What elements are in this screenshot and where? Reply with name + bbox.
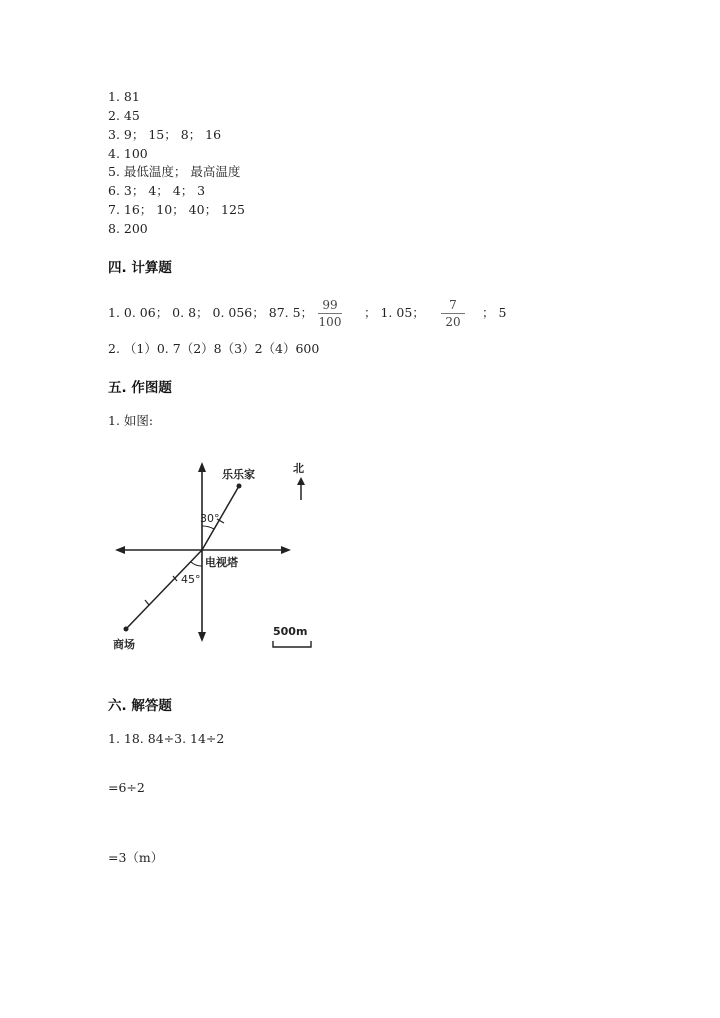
home-label: 乐乐家 bbox=[222, 468, 255, 481]
angle-arc-45 bbox=[191, 562, 202, 566]
answer-line-8: 8. 200 bbox=[108, 221, 148, 236]
section-6-heading: 六. 解答题 bbox=[108, 698, 172, 714]
answer-line-1: 1. 81 bbox=[108, 89, 140, 104]
section-5-heading: 五. 作图题 bbox=[108, 380, 172, 396]
scale-bar bbox=[273, 641, 311, 647]
fraction-7-20 bbox=[441, 298, 465, 329]
fraction-bar bbox=[318, 313, 342, 314]
calc-q1-suffix: ； 5 bbox=[482, 305, 507, 320]
calc-q1-mid: ； 1. 05； bbox=[364, 305, 425, 320]
answer-line-7: 7. 16； 10； 40； 125 bbox=[108, 202, 245, 217]
line-to-mall bbox=[126, 550, 202, 629]
north-label: 北 bbox=[293, 462, 304, 475]
section-4-heading: 四. 计算题 bbox=[108, 260, 172, 276]
west-arrow-icon bbox=[115, 546, 125, 554]
fraction-bar bbox=[441, 313, 465, 314]
fraction-denominator: 100 bbox=[318, 315, 342, 329]
east-arrow-icon bbox=[281, 546, 291, 554]
fraction-numerator: 99 bbox=[322, 298, 338, 312]
angle-label-30: 30° bbox=[200, 512, 220, 525]
answer-line-3: 3. 9； 15； 8； 16 bbox=[108, 127, 222, 142]
tower-label: 电视塔 bbox=[205, 556, 238, 569]
mall-point bbox=[124, 627, 129, 632]
solution-line-3: =3（m） bbox=[108, 850, 164, 865]
south-arrow-head-icon bbox=[198, 632, 206, 642]
fraction-denominator: 20 bbox=[445, 315, 461, 329]
north-arrow-icon bbox=[297, 477, 305, 485]
scale-label: 500m bbox=[273, 625, 308, 638]
answer-line-2: 2. 45 bbox=[108, 108, 140, 123]
fraction-99-100 bbox=[318, 298, 342, 329]
home-point bbox=[237, 484, 242, 489]
drawing-q1: 1. 如图: bbox=[108, 413, 154, 428]
north-arrow-head-icon bbox=[198, 462, 206, 472]
calc-q1-prefix: 1. 0. 06； 0. 8； 0. 056； 87. 5； bbox=[108, 305, 314, 320]
calc-q2: 2. （1）0. 7（2）8（3）2（4）600 bbox=[108, 341, 320, 356]
answer-line-6: 6. 3； 4； 4； 3 bbox=[108, 183, 206, 198]
mall-label: 商场 bbox=[113, 638, 135, 651]
answer-line-5: 5. 最低温度； 最高温度 bbox=[108, 164, 241, 179]
direction-figure bbox=[105, 452, 335, 662]
angle-arc-30 bbox=[202, 526, 214, 529]
mall-scale-tick-2 bbox=[145, 600, 149, 605]
answer-line-4: 4. 100 bbox=[108, 146, 148, 161]
solution-line-1: 1. 18. 84÷3. 14÷2 bbox=[108, 731, 225, 746]
angle-label-45: 45° bbox=[181, 573, 201, 586]
solution-line-2: =6÷2 bbox=[108, 780, 145, 795]
fraction-numerator: 7 bbox=[449, 298, 457, 312]
